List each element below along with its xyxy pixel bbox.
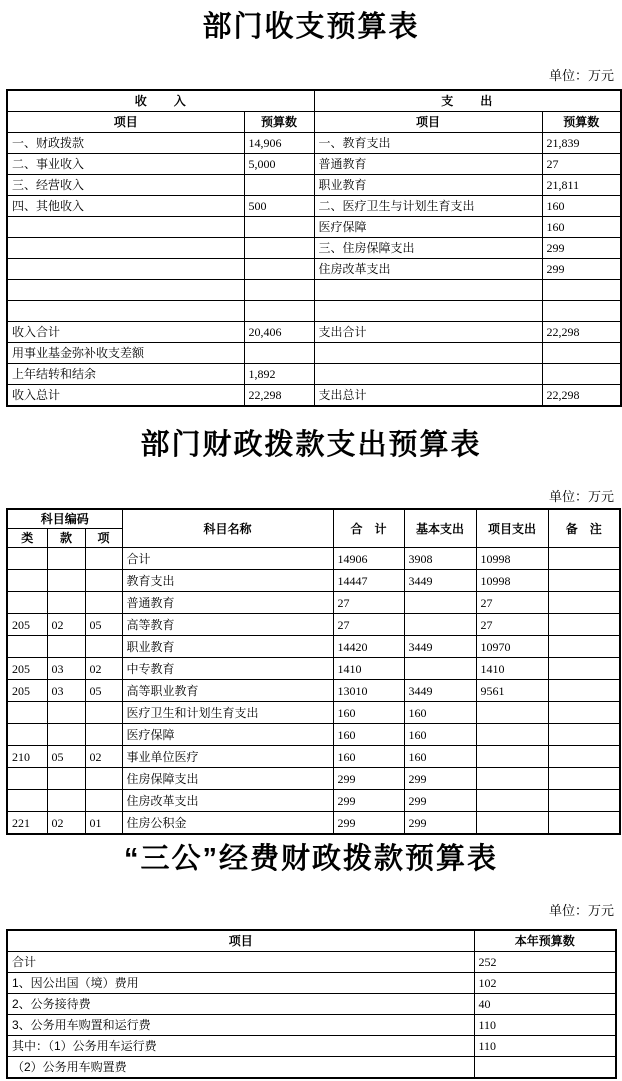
- header-subject-code: 科目编码: [7, 509, 122, 529]
- basic-expenditure-cell: [404, 614, 476, 636]
- table-row: [7, 790, 620, 812]
- grand-total-row: [7, 385, 621, 407]
- code-item-cell: [85, 592, 122, 614]
- budget-cell: 102: [474, 973, 616, 994]
- code-section-cell: [47, 548, 85, 570]
- project-expenditure-cell: 27: [476, 614, 548, 636]
- subject-name-cell: 住房保障支出: [122, 768, 333, 790]
- income-budget-cell: [244, 280, 314, 301]
- subject-name-cell: 普通教育: [122, 592, 333, 614]
- header-total: 合 计: [333, 509, 404, 548]
- table-row: [7, 1036, 616, 1057]
- basic-expenditure-cell: 160: [404, 746, 476, 768]
- subject-name-cell: 住房改革支出: [122, 790, 333, 812]
- expense-budget-cell: [542, 364, 621, 385]
- code-section-cell: 02: [47, 614, 85, 636]
- basic-expenditure-cell: [404, 658, 476, 680]
- expense-item-cell: [314, 364, 542, 385]
- expense-item-cell: [314, 343, 542, 364]
- code-item-cell: [85, 570, 122, 592]
- table-row: [7, 1015, 616, 1036]
- income-item-cell: [7, 301, 244, 322]
- table-row: [7, 280, 621, 301]
- income-item-cell: 四、其他收入: [7, 196, 244, 217]
- basic-expenditure-cell: 299: [404, 768, 476, 790]
- expense-budget-cell: [542, 280, 621, 301]
- basic-expenditure-cell: 3908: [404, 548, 476, 570]
- income-budget-cell: 500: [244, 196, 314, 217]
- expense-budget-cell: [542, 343, 621, 364]
- expense-item-cell: 二、医疗卫生与计划生育支出: [314, 196, 542, 217]
- project-expenditure-cell: 9561: [476, 680, 548, 702]
- subject-name-cell: 职业教育: [122, 636, 333, 658]
- expense-grand-total-label-cell: 支出总计: [314, 385, 542, 407]
- project-expenditure-cell: [476, 724, 548, 746]
- project-expenditure-cell: [476, 702, 548, 724]
- remarks-cell: [548, 570, 620, 592]
- code-section-cell: [47, 768, 85, 790]
- project-expenditure-cell: 1410: [476, 658, 548, 680]
- project-expenditure-cell: 10998: [476, 570, 548, 592]
- expense-budget-cell: 160: [542, 196, 621, 217]
- basic-expenditure-cell: 3449: [404, 570, 476, 592]
- basic-expenditure-cell: 160: [404, 702, 476, 724]
- basic-expenditure-cell: 3449: [404, 680, 476, 702]
- code-category-cell: 205: [7, 658, 47, 680]
- income-budget-cell: 14,906: [244, 133, 314, 154]
- unit-label: 单位：万元: [548, 489, 614, 504]
- subject-name-cell: 医疗保障: [122, 724, 333, 746]
- code-category-cell: [7, 548, 47, 570]
- code-section-cell: 03: [47, 680, 85, 702]
- header-expense-budget: 预算数: [542, 112, 621, 133]
- income-total-label-cell: 收入合计: [7, 322, 244, 343]
- item-cell: 3、公务用车购置和运行费: [7, 1015, 474, 1036]
- table-header-row: [7, 112, 621, 133]
- three-public-funds-table: [6, 929, 617, 1079]
- code-category-cell: [7, 592, 47, 614]
- income-item-cell: [7, 238, 244, 259]
- table-row: [7, 154, 621, 175]
- unit-label: 单位：万元: [548, 68, 614, 83]
- table-row: [7, 973, 616, 994]
- table-header-row: [7, 90, 621, 112]
- item-cell: 2、公务接待费: [7, 994, 474, 1015]
- header-subject-name: 科目名称: [122, 509, 333, 548]
- basic-expenditure-cell: 299: [404, 812, 476, 835]
- table-row: [7, 1057, 616, 1079]
- income-budget-cell: 5,000: [244, 154, 314, 175]
- project-expenditure-cell: 10998: [476, 548, 548, 570]
- expense-budget-cell: 21,839: [542, 133, 621, 154]
- header-income: 收 入: [7, 90, 314, 112]
- budget-cell: 110: [474, 1036, 616, 1057]
- income-grand-total-value-cell: 22,298: [244, 385, 314, 407]
- budget-cell: 252: [474, 952, 616, 973]
- fiscal-appropriation-expenditure-table: [6, 508, 621, 835]
- code-item-cell: 05: [85, 680, 122, 702]
- remarks-cell: [548, 636, 620, 658]
- remarks-cell: [548, 746, 620, 768]
- table-row: [7, 364, 621, 385]
- income-expense-budget-table: [6, 89, 622, 407]
- table-row: [7, 343, 621, 364]
- total-cell: 160: [333, 746, 404, 768]
- code-item-cell: 05: [85, 614, 122, 636]
- remarks-cell: [548, 548, 620, 570]
- code-category-cell: [7, 570, 47, 592]
- income-budget-cell: [244, 301, 314, 322]
- basic-expenditure-cell: 160: [404, 724, 476, 746]
- item-cell: 1、因公出国（境）费用: [7, 973, 474, 994]
- code-item-cell: [85, 724, 122, 746]
- code-category-cell: [7, 790, 47, 812]
- table-row: [7, 746, 620, 768]
- remarks-cell: [548, 658, 620, 680]
- expense-budget-cell: 299: [542, 238, 621, 259]
- remarks-cell: [548, 768, 620, 790]
- expense-item-cell: 职业教育: [314, 175, 542, 196]
- remarks-cell: [548, 702, 620, 724]
- table-row: [7, 812, 620, 835]
- basic-expenditure-cell: 299: [404, 790, 476, 812]
- expense-total-value-cell: 22,298: [542, 322, 621, 343]
- remarks-cell: [548, 592, 620, 614]
- project-expenditure-cell: [476, 746, 548, 768]
- expense-budget-cell: 160: [542, 217, 621, 238]
- project-expenditure-cell: [476, 790, 548, 812]
- expense-budget-cell: 27: [542, 154, 621, 175]
- table-row: [7, 548, 620, 570]
- table-row: [7, 680, 620, 702]
- expense-budget-cell: 21,811: [542, 175, 621, 196]
- income-item-cell: 上年结转和结余: [7, 364, 244, 385]
- remarks-cell: [548, 614, 620, 636]
- item-cell: 合计: [7, 952, 474, 973]
- code-category-cell: 205: [7, 614, 47, 636]
- code-section-cell: 03: [47, 658, 85, 680]
- item-cell: （2）公务用车购置费: [7, 1057, 474, 1079]
- income-item-cell: 用事业基金弥补收支差额: [7, 343, 244, 364]
- table-row: [7, 592, 620, 614]
- header-item: 项目: [7, 930, 474, 952]
- expense-item-cell: [314, 301, 542, 322]
- table-row: [7, 217, 621, 238]
- income-item-cell: [7, 217, 244, 238]
- income-budget-cell: [244, 175, 314, 196]
- table-row: [7, 658, 620, 680]
- table-row: [7, 768, 620, 790]
- income-item-cell: [7, 259, 244, 280]
- code-item-cell: [85, 790, 122, 812]
- table-row: [7, 702, 620, 724]
- income-budget-cell: [244, 343, 314, 364]
- header-code-item: 项: [85, 529, 122, 548]
- budget-cell: [474, 1057, 616, 1079]
- code-item-cell: [85, 636, 122, 658]
- code-category-cell: [7, 636, 47, 658]
- code-category-cell: [7, 702, 47, 724]
- code-item-cell: [85, 548, 122, 570]
- code-item-cell: 01: [85, 812, 122, 835]
- income-total-value-cell: 20,406: [244, 322, 314, 343]
- budget-cell: 40: [474, 994, 616, 1015]
- code-section-cell: [47, 724, 85, 746]
- project-expenditure-cell: [476, 812, 548, 835]
- table-row: [7, 614, 620, 636]
- table1-title: 部门收支预算表: [202, 11, 420, 43]
- code-item-cell: [85, 768, 122, 790]
- basic-expenditure-cell: 3449: [404, 636, 476, 658]
- income-grand-total-label-cell: 收入总计: [7, 385, 244, 407]
- table-row: [7, 238, 621, 259]
- header-code-category: 类: [7, 529, 47, 548]
- unit-label: 单位：万元: [548, 903, 614, 918]
- total-cell: 299: [333, 768, 404, 790]
- code-section-cell: [47, 570, 85, 592]
- header-expense: 支 出: [314, 90, 621, 112]
- expense-item-cell: 住房改革支出: [314, 259, 542, 280]
- code-category-cell: 221: [7, 812, 47, 835]
- subject-name-cell: 住房公积金: [122, 812, 333, 835]
- header-income-item: 项目: [7, 112, 244, 133]
- basic-expenditure-cell: [404, 592, 476, 614]
- expense-item-cell: 医疗保障: [314, 217, 542, 238]
- code-category-cell: [7, 724, 47, 746]
- remarks-cell: [548, 724, 620, 746]
- budget-cell: 110: [474, 1015, 616, 1036]
- total-cell: 14447: [333, 570, 404, 592]
- table-row: [7, 570, 620, 592]
- code-section-cell: 05: [47, 746, 85, 768]
- code-category-cell: [7, 768, 47, 790]
- income-item-cell: 二、事业收入: [7, 154, 244, 175]
- table-row: [7, 994, 616, 1015]
- header-current-year-budget: 本年预算数: [474, 930, 616, 952]
- expense-item-cell: 一、教育支出: [314, 133, 542, 154]
- header-basic-expenditure: 基本支出: [404, 509, 476, 548]
- code-section-cell: [47, 592, 85, 614]
- code-section-cell: [47, 790, 85, 812]
- expense-item-cell: 三、住房保障支出: [314, 238, 542, 259]
- income-budget-cell: [244, 217, 314, 238]
- remarks-cell: [548, 790, 620, 812]
- table-row: [7, 175, 621, 196]
- table-row: [7, 133, 621, 154]
- total-cell: 14420: [333, 636, 404, 658]
- code-item-cell: [85, 702, 122, 724]
- code-item-cell: 02: [85, 746, 122, 768]
- expense-item-cell: [314, 280, 542, 301]
- code-section-cell: 02: [47, 812, 85, 835]
- subject-name-cell: 高等教育: [122, 614, 333, 636]
- total-cell: 13010: [333, 680, 404, 702]
- subject-name-cell: 高等职业教育: [122, 680, 333, 702]
- project-expenditure-cell: [476, 768, 548, 790]
- income-budget-cell: [244, 238, 314, 259]
- subject-name-cell: 合计: [122, 548, 333, 570]
- table-row: [7, 301, 621, 322]
- expense-budget-cell: 299: [542, 259, 621, 280]
- subject-name-cell: 事业单位医疗: [122, 746, 333, 768]
- item-cell: 其中：（1）公务用车运行费: [7, 1036, 474, 1057]
- remarks-cell: [548, 812, 620, 835]
- total-cell: 1410: [333, 658, 404, 680]
- code-item-cell: 02: [85, 658, 122, 680]
- expense-total-label-cell: 支出合计: [314, 322, 542, 343]
- total-cell: 299: [333, 812, 404, 835]
- remarks-cell: [548, 680, 620, 702]
- subject-name-cell: 教育支出: [122, 570, 333, 592]
- code-category-cell: 205: [7, 680, 47, 702]
- total-cell: 299: [333, 790, 404, 812]
- header-income-budget: 预算数: [244, 112, 314, 133]
- total-cell: 160: [333, 702, 404, 724]
- code-section-cell: [47, 702, 85, 724]
- table3-title: “三公”经费财政拨款预算表: [123, 843, 498, 875]
- table-row: [7, 259, 621, 280]
- income-item-cell: 一、财政拨款: [7, 133, 244, 154]
- income-item-cell: 三、经营收入: [7, 175, 244, 196]
- code-section-cell: [47, 636, 85, 658]
- expense-budget-cell: [542, 301, 621, 322]
- table-header-row: [7, 509, 620, 529]
- code-category-cell: 210: [7, 746, 47, 768]
- table-row: [7, 196, 621, 217]
- project-expenditure-cell: 27: [476, 592, 548, 614]
- table-row: [7, 724, 620, 746]
- total-cell: 27: [333, 614, 404, 636]
- subject-name-cell: 医疗卫生和计划生育支出: [122, 702, 333, 724]
- subject-name-cell: 中专教育: [122, 658, 333, 680]
- income-item-cell: [7, 280, 244, 301]
- header-remarks: 备 注: [548, 509, 620, 548]
- income-total-row: [7, 322, 621, 343]
- expense-grand-total-value-cell: 22,298: [542, 385, 621, 407]
- table-header-row: [7, 930, 616, 952]
- total-cell: 14906: [333, 548, 404, 570]
- header-expense-item: 项目: [314, 112, 542, 133]
- total-cell: 27: [333, 592, 404, 614]
- income-budget-cell: [244, 259, 314, 280]
- header-code-section: 款: [47, 529, 85, 548]
- project-expenditure-cell: 10970: [476, 636, 548, 658]
- header-project-expenditure: 项目支出: [476, 509, 548, 548]
- total-row: [7, 952, 616, 973]
- total-cell: 160: [333, 724, 404, 746]
- income-budget-cell: 1,892: [244, 364, 314, 385]
- table2-title: 部门财政拨款支出预算表: [140, 429, 482, 461]
- table-row: [7, 636, 620, 658]
- expense-item-cell: 普通教育: [314, 154, 542, 175]
